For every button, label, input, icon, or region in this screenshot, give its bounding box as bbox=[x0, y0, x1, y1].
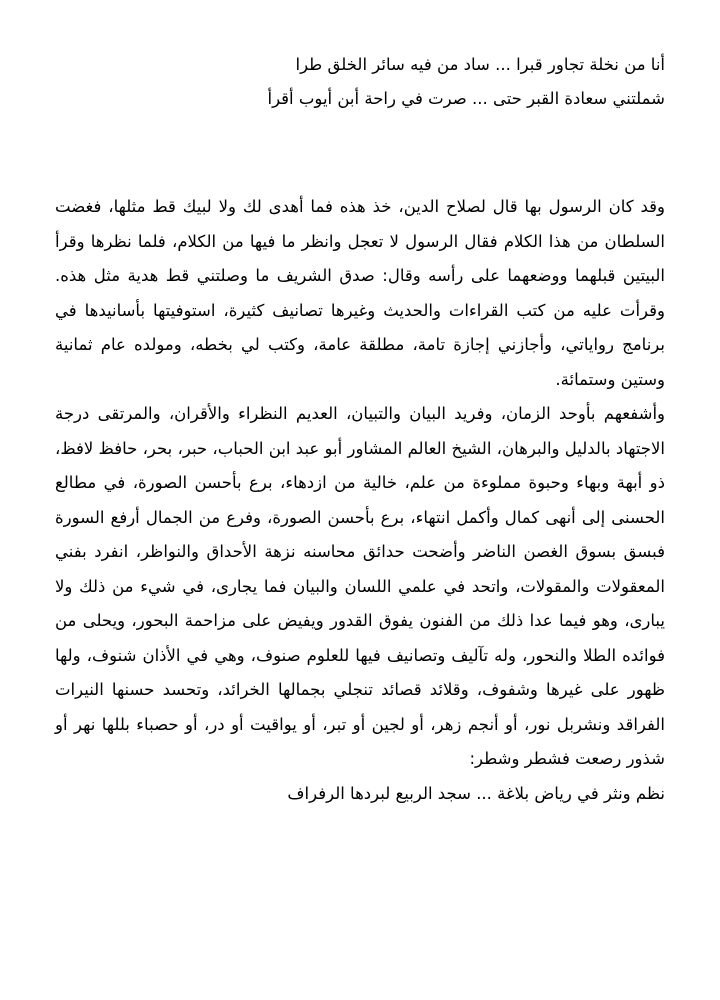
closing-verse: نظم ونثر في رياض بلاغة ... سجد الربيع لبردها الرفراف bbox=[287, 783, 665, 803]
opening-verses bbox=[55, 48, 665, 116]
verse-line-1: أنا من نخلة تجاور قبرا ... ساد من فيه سائر الخلق طرا bbox=[295, 55, 665, 74]
paragraph-2: وأشفعهم بأوحد الزمان، وفريد البيان والتبيان، العديم النظراء والأقران، والمرتقى درجة الاجتهاد بالدليل والبرهان، الشيخ العالم المشاور أبو عبد ابن الحباب، حبر، بحر، حافظ لافظ، ذو أبهة وبهاء وحبوة مملوءة من علم، خالية من ازدهاء، برع بأحسن الصورة، في مطالع الحسنى إلى أنهى كمال وأكمل انتهاء، برع بأحسن الصورة، وفرع من الجمال أرفع السورة فبسق بسوق الغصن الناضر وأضحت حدائق محاسنه نزهة الأحداق والنواظر، انفرد بفني المعقولات والمقولات، واتحد في علمي اللسان والبيان فما يجارى، في شيء من ذلك ولا يبارى، وهو فيما عدا ذلك من الفنون يفوق القدور ويفيض على مزاحمة البحور، ويحلى من فوائده الطلا والنحور، وله تآليف وتصانيف فيها للعلوم صنوف، وهي في الأذان شنوف، ولها ظهور على غيرها وشفوف، وقلائد قصائد تنجلي بجمالها الخرائد، وتحسد حسنها النيرات الفراقد ونشربل نور، أو أنجم زهر، أو لجين أو تبر، أو يواقيت أو در، أو حصباء بللها نهر أو شذور رصعت فشطر وشطر: bbox=[55, 404, 665, 768]
paragraph-1: وقد كان الرسول بها قال لصلاح الدين، خذ هذه فما أهدى لك ولا لبيك قط مثلها، فغضت السلطان من هذا الكلام فقال الرسول لا تعجل وانظر ما فيها من الكلام، فلما نظرها وقرأ البيتين قبلهما ووضعهما على رأسه وقال: صدق الشريف ما وصلتني قط هدية مثل هذه. وقرأت عليه من كتب القراءات والحديث وغيرها تصانيف كثيرة، استوفيتها بأسانيدها في برنامج رواياتي، وأجازني إجازة تامة، مطلقة عامة، وكتب لي بخطه، ومولده عام ثمانية وستين وستمائة. bbox=[55, 197, 665, 389]
body-text bbox=[55, 190, 665, 811]
verse-line-2: شملتني سعادة القبر حتى ... صرت في راحة أبن أيوب أقرأ bbox=[267, 89, 665, 108]
